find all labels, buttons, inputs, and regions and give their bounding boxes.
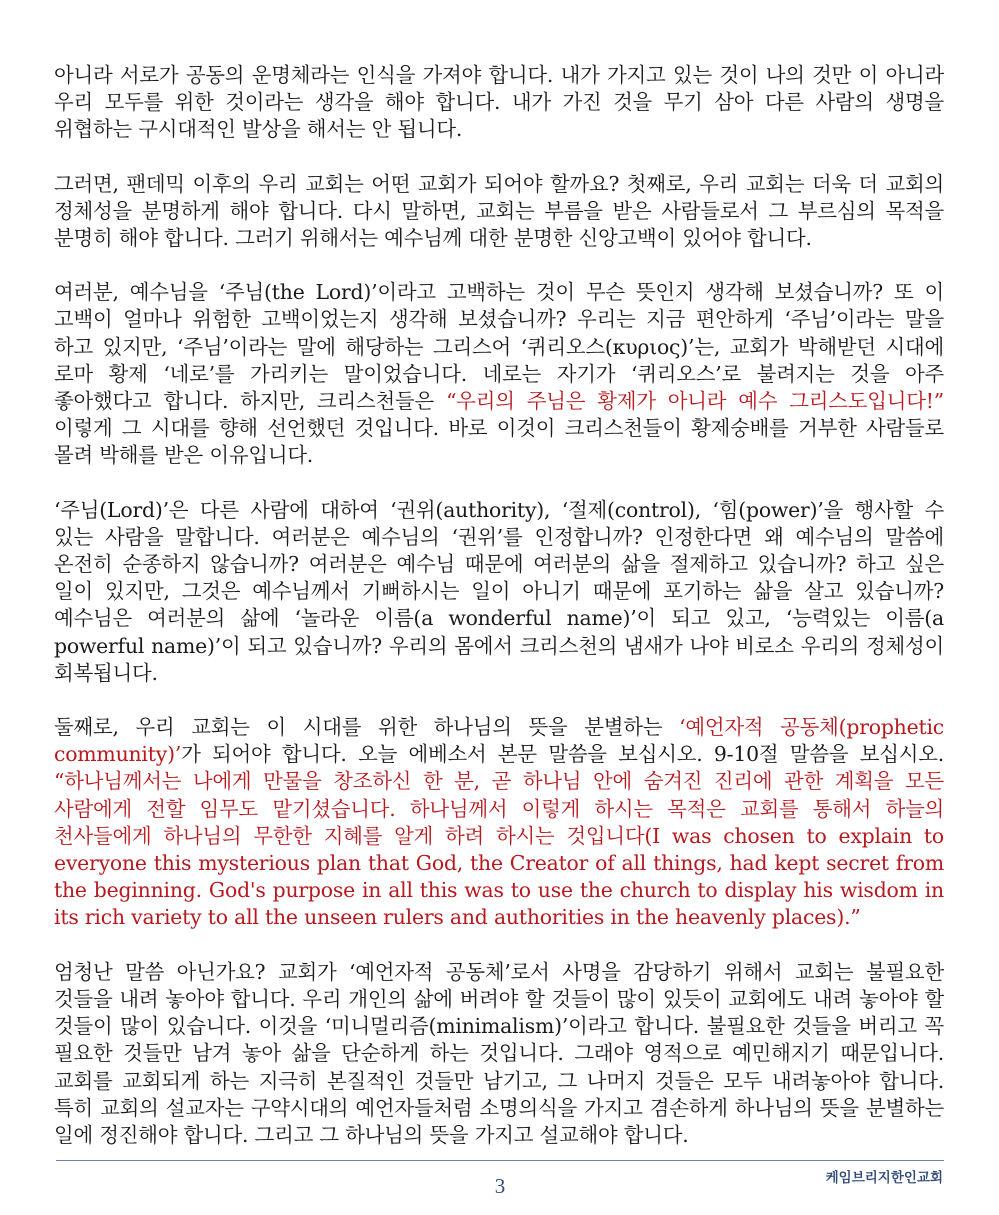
paragraph-3-red-quote: “우리의 주님은 황제가 아니라 예수 그리스도입니다!” [446,389,944,414]
paragraph-2 [54,171,944,253]
article-body [54,62,944,1149]
page-number: 3 [494,1174,506,1198]
paragraph-3-text-a: 여러분, 예수님을 ‘주님(the Lord)’이라고 고백하는 것이 무슨 뜻인지 생각해 보셨습니까? 또 이 고백이 얼마나 위험한 고백이었는지 생각해 보셨습니까? 우리는 지금 편안하게 ‘주님’이라는 말을 하고 있지만, ‘주님’이라는 말에 해당하는 그리스어 ‘퀴리오스(κυριος)’는, 교회가 박해받던 시대에 로마 황제 ‘네로’를 가리키는 말이었습니다. 네로는 자기가 ‘퀴리오스’로 불려지는 것을 아주 좋아했다고 합니다. 하지만, 크리스천들은 [54,280,944,414]
paragraph-1-text: 아니라 서로가 공동의 운명체라는 인식을 가져야 합니다. 내가 가지고 있는 것이 나의 것만 이 아니라 우리 모두를 위한 것이라는 생각을 해야 합니다. 내가 가진 것을 무기 삼아 다른 사람의 생명을 위협하는 구시대적인 발상을 해서는 안 됩니다. [54,63,944,142]
paragraph-5-red-scripture: “하나님께서는 나에게 만물을 창조하신 한 분, 곧 하나님 안에 숨겨진 진리에 관한 계획을 모든 사람에게 전할 임무도 맡기셨습니다. 하나님께서 이렇게 하시는 목적은 교회를 통해서 하늘의 천사들에게 하나님의 무한한 지혜를 알게 하려 하시는 것입니다(I was chosen to explain to everyone this mysterious plan that God, the Creator of all things, had kept secret from the beginning. God's purpose in all this was to use the church to display his wisdom in its rich variety to all the unseen rulers and authorities in the heavenly places).” [54,769,944,930]
footer-divider [56,1160,944,1161]
paragraph-5-text-a: 둘째로, 우리 교회는 이 시대를 위한 하나님의 뜻을 분별하는 [54,715,680,740]
paragraph-5 [54,714,944,932]
paragraph-6-text: 엄청난 말씀 아닌가요? 교회가 ‘예언자적 공동체’로서 사명을 감당하기 위해서 교회는 불필요한 것들을 내려 놓아야 합니다. 우리 개인의 삶에 버려야 할 것들이 많이 있듯이 교회에도 내려 놓아야 할 것들이 많이 있습니다. 이것을 ‘미니멀리즘(minimalism)’이라고 합니다. 불필요한 것들을 버리고 꼭 필요한 것들만 남겨 놓아 삶을 단순하게 하는 것입니다. 그래야 영적으로 예민해지기 때문입니다. 교회를 교회되게 하는 지극히 본질적인 것들만 남기고, 그 나머지 것들은 모두 내려놓아야 합니다. 특히 교회의 설교자는 구약시대의 예언자들처럼 소명의식을 가지고 겸손하게 하나님의 뜻을 분별하는 일에 정진해야 합니다. 그리고 그 하나님의 뜻을 가지고 설교해야 합니다. [54,959,944,1147]
paragraph-3 [54,279,944,469]
paragraph-5-red-term: ‘예언자적 공동체(prophetic community)’ [54,715,945,767]
paragraph-1 [54,62,944,144]
paragraph-6 [54,959,944,1149]
paragraph-4-text: ‘주님(Lord)’은 다른 사람에 대하여 ‘권위(authority), ‘절제(control), ‘힘(power)’을 행사할 수 있는 사람을 말합니다. 여러분은 예수님의 ‘권위’를 인정합니까? 인정한다면 왜 예수님의 말씀에 온전히 순종하지 않습니까? 여러분은 예수님 때문에 여러분의 삶을 절제하고 있습니까? 하고 싶은 일이 있지만, 그것은 예수님께서 기뻐하시는 일이 아니기 때문에 포기하는 삶을 살고 있습니까? 예수님은 여러분의 삶에 ‘놀라운 이름(a wonderful name)’이 되고 있고, ‘능력있는 이름(a powerful name)’이 되고 있습니까? 우리의 몸에서 크리스천의 냄새가 나야 비로소 우리의 정체성이 회복됩니다. [54,497,944,685]
paragraph-5-text-b: 가 되어야 합니다. 오늘 에베소서 본문 말씀을 보십시오. 9-10절 말씀을 보십시오. [181,742,944,767]
paragraph-4 [54,497,944,687]
paragraph-3-text-b: 이렇게 그 시대를 향해 선언했던 것입니다. 바로 이것이 크리스천들이 황제숭배를 거부한 사람들로 몰려 박해를 받은 이유입니다. [54,416,944,468]
paragraph-2-text: 그러면, 팬데믹 이후의 우리 교회는 어떤 교회가 되어야 할까요? 첫째로, 우리 교회는 더욱 더 교회의 정체성을 분명하게 해야 합니다. 다시 말하면, 교회는 부름을 받은 사람들로서 그 부르심의 목적을 분명히 해야 합니다. 그러기 위해서는 예수님께 대한 분명한 신앙고백이 있어야 합니다. [54,171,944,251]
church-name: 케임브리지한인교회 [825,1170,943,1186]
